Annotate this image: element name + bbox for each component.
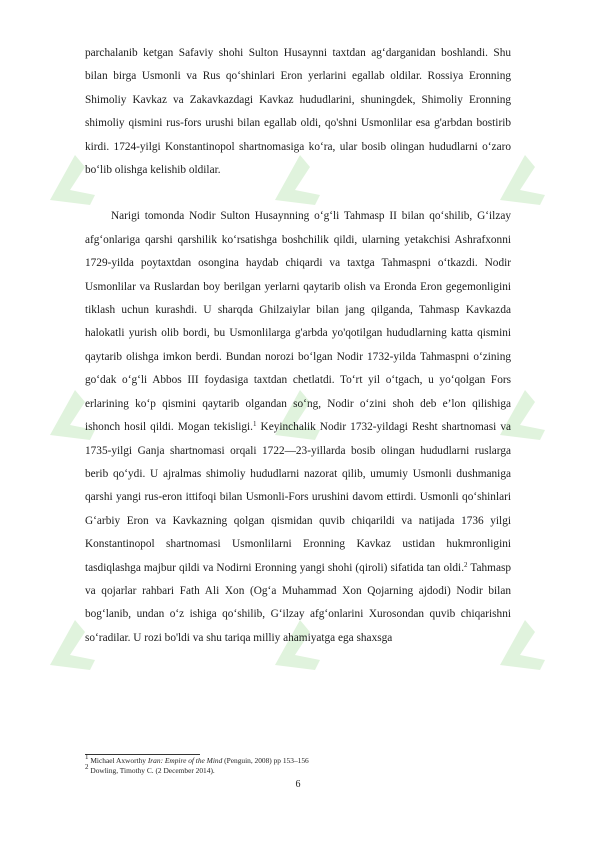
paragraph-text: Tahmasp va qojarlar rahbari Fath Ali Xon (Og‘a Muhammad Xon Qojarning ajdodi) Nodir bilan bog‘lanib, undan o‘z ishiga qo‘shilib, G‘ilzay afg‘onlarini Xurosondan quvib chiqarishni so‘radilar. U rozi bo'ldi va shu tariqa milliy ahamiyatga ega shaxsga [85,561,512,644]
footnote [85,762,511,776]
footnote-divider [85,754,200,755]
page-number: 6 [295,779,301,790]
footnote [85,753,511,766]
footnote-ref[interactable]: 1 [253,420,257,429]
paragraph: parchalanib ketgan Safaviy shohi Sulton Husaynni taxtdan ag‘darganidan boshlandi. Shu bilan birga Usmonli va Rus qo‘shinlari Eron yerlarini egallab oldilar. Rossiya Eronning Shimoliy Kavkaz va Zakavkazdagi Kavkaz hududlarini, shuningdek, Shimoliy Eronning shimoliy qismini rus-fors urushi bilan egallab oldi, qo'shni Usmonlilar esa g'arbdan bostirib kirdi. 1724-yilgi Konstantinopol shartnomasiga ko‘ra, ular bosib olingan hududlarni o‘zaro bo‘lib olishga kelishib oldilar. [85,47,511,177]
footnotes [85,753,511,775]
footnote-author: Michael Axworthy [90,756,148,765]
footnote-details: (Penguin, 2008) pp 153–156 [222,756,309,765]
footnote-number: 2 [85,762,89,771]
footnote-ref[interactable]: 2 [464,560,468,569]
footnote-title: Iran: Empire of the Mind [147,756,223,765]
body-text [85,42,511,650]
footnote-author: Dowling, Timothy C. (2 December 2014). [90,765,215,775]
footnote-number: 1 [85,753,89,761]
paragraph-text: Narigi tomonda Nodir Sulton Husaynning o‘g‘li Tahmasp II bilan qo‘shilib, G‘ilzay afg‘onlariga qarshi qarshilik ko‘rsatishga boshchilik qildi, ularning yetakchisi Ashrafxonni 1729-yilda poytaxtdan osongina haydab chiqardi va taxtga Tahmaspni o‘tkazdi. Nodir Usmonlilar va Ruslardan boy berilgan yerlarni qaytarib olish va Eronda Eron gegemonligini tiklash uchun kurashdi. U sharqda Ghilzaiylar bilan jang qilganda, Tahmasp Kavkazda halokatli yurish olib bordi, bu Usmonlilarga g'arbda yo'qotilgan hududlarning katta qismini qaytarib olishga imkon berdi. Bundan norozi bo‘lgan Nodir 1732-yilda Tahmaspni o‘zining go‘dak o‘g‘li Abbos III foydasiga taxtdan chetlatdi. To‘rt yil o‘tgach, u yo‘qolgan Fors erlarining ko‘p qismini qaytarib olgandan so‘ng, Nodir o‘zini shoh deb e’lon qilishiga ishonch hosil qildi. Mogan tekisligi. [85,210,511,434]
paragraph [85,205,511,650]
paragraph-text: Keyinchalik Nodir 1732-yildagi Resht shartnomasi va 1735-yilgi Ganja shartnomasi orqali 1722—23-yillarda bosib olingan hududlarni ruslarga berib qo‘ydi. U ajralmas shimoliy hududlarni nazorat qilib, umumiy Usmonli dushmaniga qarshi yangi rus-eron ittifoqi bilan Usmonli-Fors urushini davom ettirdi. Usmonli qo‘shinlari G‘arbiy Eron va Kavkazning qolgan qismidan quvib chiqarildi va natijada 1736 yilgi Konstantinopol shartnomasi Usmonlilarni Eronning Kavkaz ustidan hukmronligini tasdiqlashga majbur qildi va Nodirni Eronning yangi shohi (qiroli) sifatida tan oldi. [85,421,511,574]
